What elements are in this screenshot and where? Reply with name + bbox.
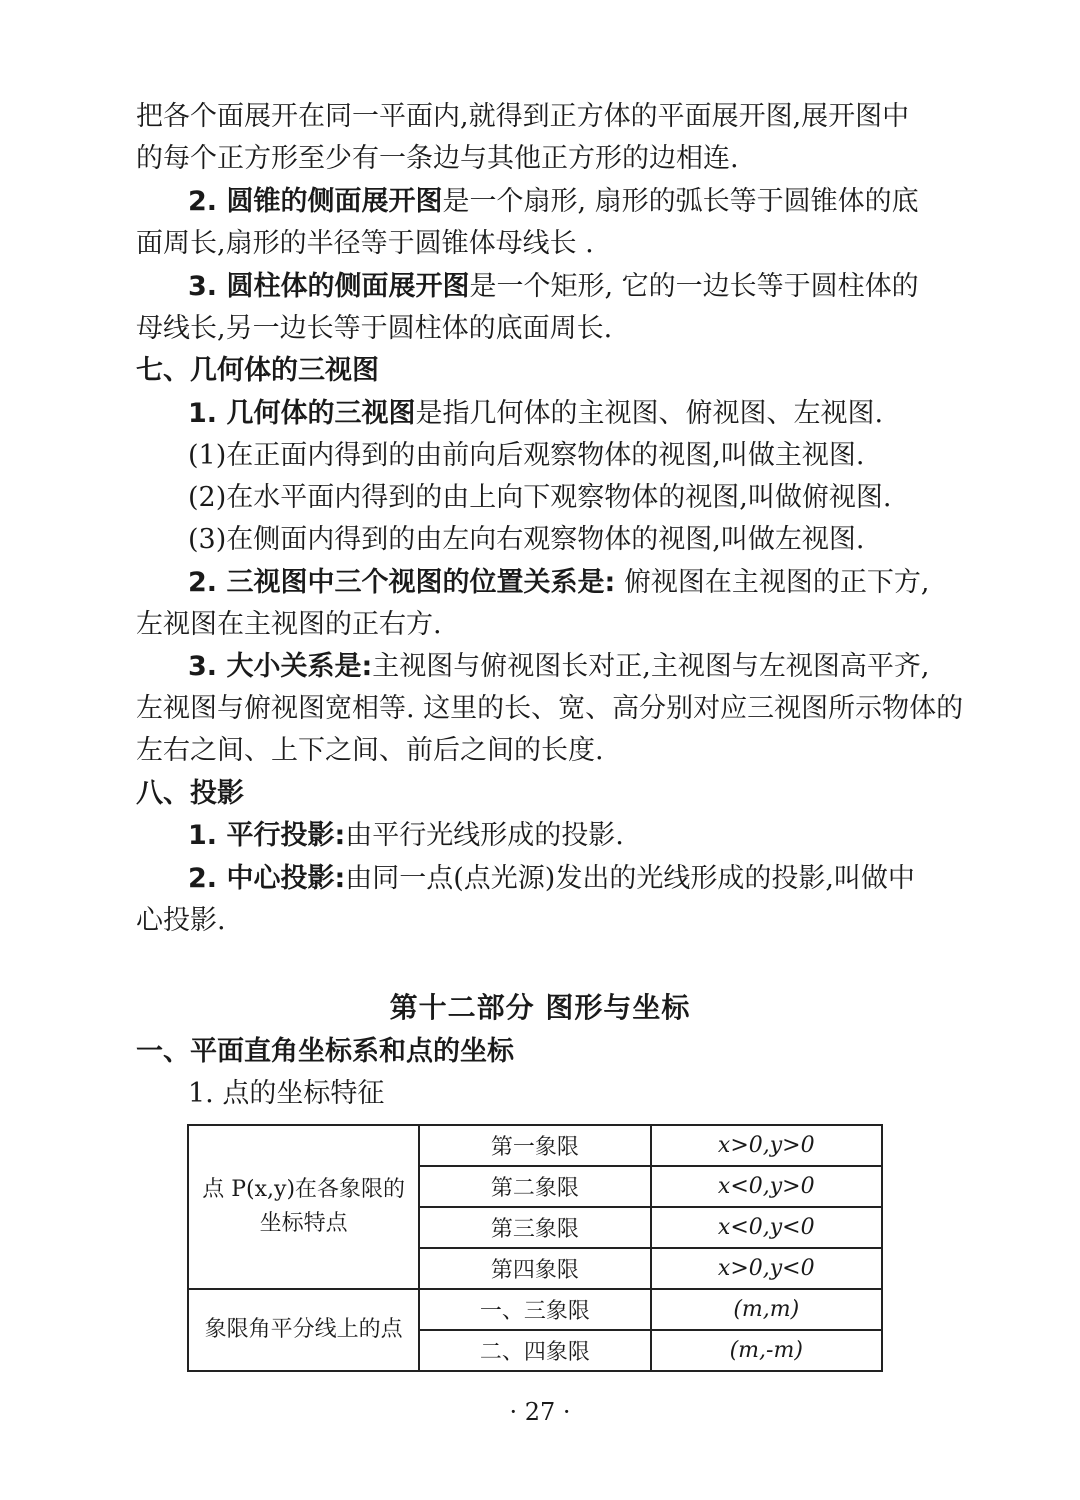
term-bold: 2. 三视图中三个视图的位置关系是:: [188, 567, 616, 598]
condition-cell: (m,-m): [651, 1330, 882, 1371]
text-line: [188, 181, 948, 223]
condition-cell: x<0,y>0: [651, 1166, 882, 1207]
term-bold: 3. 大小关系是:: [188, 651, 373, 682]
text-line: 面周长,扇形的半径等于圆锥体母线长 .: [136, 228, 594, 259]
quadrant-cell: 二、四象限: [419, 1330, 650, 1371]
quadrant-cell: 第二象限: [419, 1166, 650, 1207]
text-line: [188, 646, 948, 688]
text-line: [188, 562, 948, 604]
term-definition: 俯视图在主视图的正下方,: [615, 567, 930, 598]
quadrant-cell: 第四象限: [419, 1248, 650, 1289]
quadrant-cell: 第三象限: [419, 1207, 650, 1248]
table-row: [188, 1125, 882, 1166]
group-label-line: 坐标特点: [259, 1211, 348, 1236]
text-line: 母线长,另一边长等于圆柱体的底面周长.: [136, 313, 613, 344]
text-line: 把各个面展开在同一平面内,就得到正方体的平面展开图,展开图中: [136, 101, 910, 132]
text-line: 左视图在主视图的正右方.: [136, 609, 442, 640]
text-line: 左右之间、上下之间、前后之间的长度.: [136, 735, 604, 766]
section-heading: 八、投影: [136, 778, 244, 809]
text-line: (2)在水平面内得到的由上向下观察物体的视图,叫做俯视图.: [188, 482, 892, 513]
term-definition: 是一个扇形, 扇形的弧长等于圆锥体的底: [442, 186, 919, 217]
section-heading: 七、几何体的三视图: [136, 355, 379, 386]
text-line: 的每个正方形至少有一条边与其他正方形的边相连.: [136, 143, 739, 174]
page-number: · 27 ·: [509, 1398, 571, 1426]
subsection-heading: 1. 点的坐标特征: [188, 1078, 385, 1109]
text-line: 左视图与俯视图宽相等. 这里的长、宽、高分别对应三视图所示物体的: [136, 693, 964, 724]
text-line: [188, 266, 948, 308]
text-line: (1)在正面内得到的由前向后观察物体的视图,叫做主视图.: [188, 440, 865, 471]
term-bold: 2. 中心投影:: [188, 863, 346, 894]
coordinate-table: [187, 1124, 883, 1372]
quadrant-cell: 第一象限: [419, 1125, 650, 1166]
text-line: [188, 858, 948, 900]
group-label-cell: [188, 1125, 419, 1289]
condition-cell: x>0,y<0: [651, 1248, 882, 1289]
condition-cell: x>0,y>0: [651, 1125, 882, 1166]
group-label-cell: 象限角平分线上的点: [188, 1289, 419, 1371]
term-bold: 1. 几何体的三视图: [188, 398, 416, 429]
term-definition: 主视图与俯视图长对正,主视图与左视图高平齐,: [372, 651, 930, 682]
term-bold: 3. 圆柱体的侧面展开图: [188, 271, 470, 302]
term-definition: 由同一点(点光源)发出的光线形成的投影,叫做中: [345, 863, 915, 894]
term-definition: 是一个矩形, 它的一边长等于圆柱体的: [469, 271, 919, 302]
section-heading: 一、平面直角坐标系和点的坐标: [136, 1036, 514, 1067]
table-row: [188, 1289, 882, 1330]
quadrant-cell: 一、三象限: [419, 1289, 650, 1330]
condition-cell: (m,m): [651, 1289, 882, 1330]
text-line: [188, 815, 948, 857]
text-line: 心投影.: [136, 905, 226, 936]
condition-cell: x<0,y<0: [651, 1207, 882, 1248]
term-bold: 1. 平行投影:: [188, 820, 346, 851]
part-title: 第十二部分 图形与坐标: [389, 991, 691, 1024]
text-line: (3)在侧面内得到的由左向右观察物体的视图,叫做左视图.: [188, 524, 865, 555]
group-label-line: 点 P(x,y)在各象限的: [202, 1177, 406, 1202]
term-definition: 由平行光线形成的投影.: [345, 820, 624, 851]
term-bold: 2. 圆锥的侧面展开图: [188, 186, 443, 217]
term-definition: 是指几何体的主视图、俯视图、左视图.: [415, 398, 884, 429]
text-line: [188, 393, 948, 435]
